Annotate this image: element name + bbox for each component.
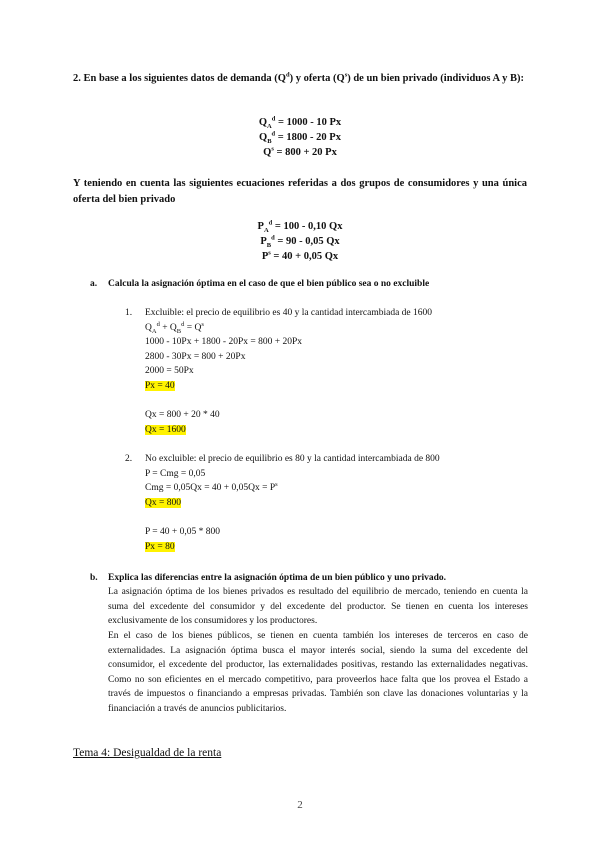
item-1-block	[125, 306, 545, 437]
calc-line: 2800 - 30Px = 800 + 20Px	[145, 351, 246, 362]
highlighted-result: Px = 40	[145, 380, 175, 391]
question-2-intro: 2. En base a los siguientes datos de demanda $(Q^d)$ y oferta $(Q^s)$ de un bien privado (individuos A y B):	[73, 71, 525, 84]
item-2-block	[125, 452, 545, 554]
price-equation: $P_B^d = 90 - 0,05$ Qx	[260, 234, 340, 250]
page-number: 2	[297, 799, 303, 811]
highlighted-result: Qx = 800	[145, 497, 181, 508]
demand-supply-equation: $Q_A^d = 1000 - 10$ Px	[258, 115, 342, 131]
price-equation: $P^s = 40 + 0,05$ Qx	[261, 249, 339, 262]
calc-line: 1000 - 10Px + 1800 - 20Px = 800 + 20Px	[145, 337, 303, 348]
highlighted-result: Px = 80	[145, 541, 175, 552]
calc-line: 2000 = 50Px	[145, 366, 194, 377]
calc-line: P = 40 + 0,05 * 800	[145, 526, 221, 537]
calc-line: P = Cmg = 0,05	[145, 468, 206, 479]
item-1-title: 1. Excluible: el precio de equilibrio es 40 y la cantidad intercambiada de 1600	[125, 308, 433, 318]
calc-line: Cmg = $0,05Qx = 40 + 0,05Qx = P^s$	[145, 481, 278, 494]
highlighted-result: Qx = 1600	[145, 424, 186, 435]
demand-supply-equation: $Q_B^d = 1800 - 20$ Px	[259, 130, 341, 146]
question-number: 2.	[73, 73, 81, 84]
part-b-paragraph-1: La asignación óptima de los bienes privados es resultado del equilibrio de mercado, teniendo en cuenta la suma del excedente del consumidor y del excedente del productor. Se tienen en cuenta los intereses exclusivamente de los consumidores y los productores.	[108, 587, 528, 627]
part-a-heading: a. Calcula la asignación óptima en el caso de que el bien público sea o no excluible	[90, 279, 430, 289]
sum-equation: $Q_A^d + Q_B^d = Q^s$	[145, 320, 204, 335]
item-2-title: 2. No excluible: el precio de equilibrio es 80 y la cantidad intercambiada de 800	[125, 454, 440, 464]
part-b-paragraph-2: En el caso de los bienes públicos, se tienen en cuenta también los intereses de terceros en caso de externalidades. La asignación óptima busca el mayor interés social, siendo la suma del excedente del consumidor, el excedente del productor, las externalidades positivas, restando las externalidades negativas. Como no son eficientes en el mercado competitivo, para proveerlos hace falta que los provea el Estado a través de impuestos o financiando a empresas privadas. También son clave las donaciones voluntarias y la financiación a través de anuncios publicitarios.	[108, 631, 528, 714]
price-equation: $P_A^d = 100 - 0,10$ Qx	[257, 219, 343, 235]
calc-line: Qx = 800 + 20 * 40	[145, 410, 220, 421]
part-b-heading: b. Explica las diferencias entre la asignación óptima de un bien público y uno privado.	[90, 573, 447, 583]
section-title: Tema 4: Desigualdad de la renta	[73, 747, 222, 759]
intro-paragraph-2: Y teniendo en cuenta las siguientes ecuaciones referidas a dos grupos de consumidores y una única oferta del bien privado	[73, 178, 527, 205]
demand-supply-equation: $Q^s = 800 + 20$ Px	[263, 145, 337, 158]
